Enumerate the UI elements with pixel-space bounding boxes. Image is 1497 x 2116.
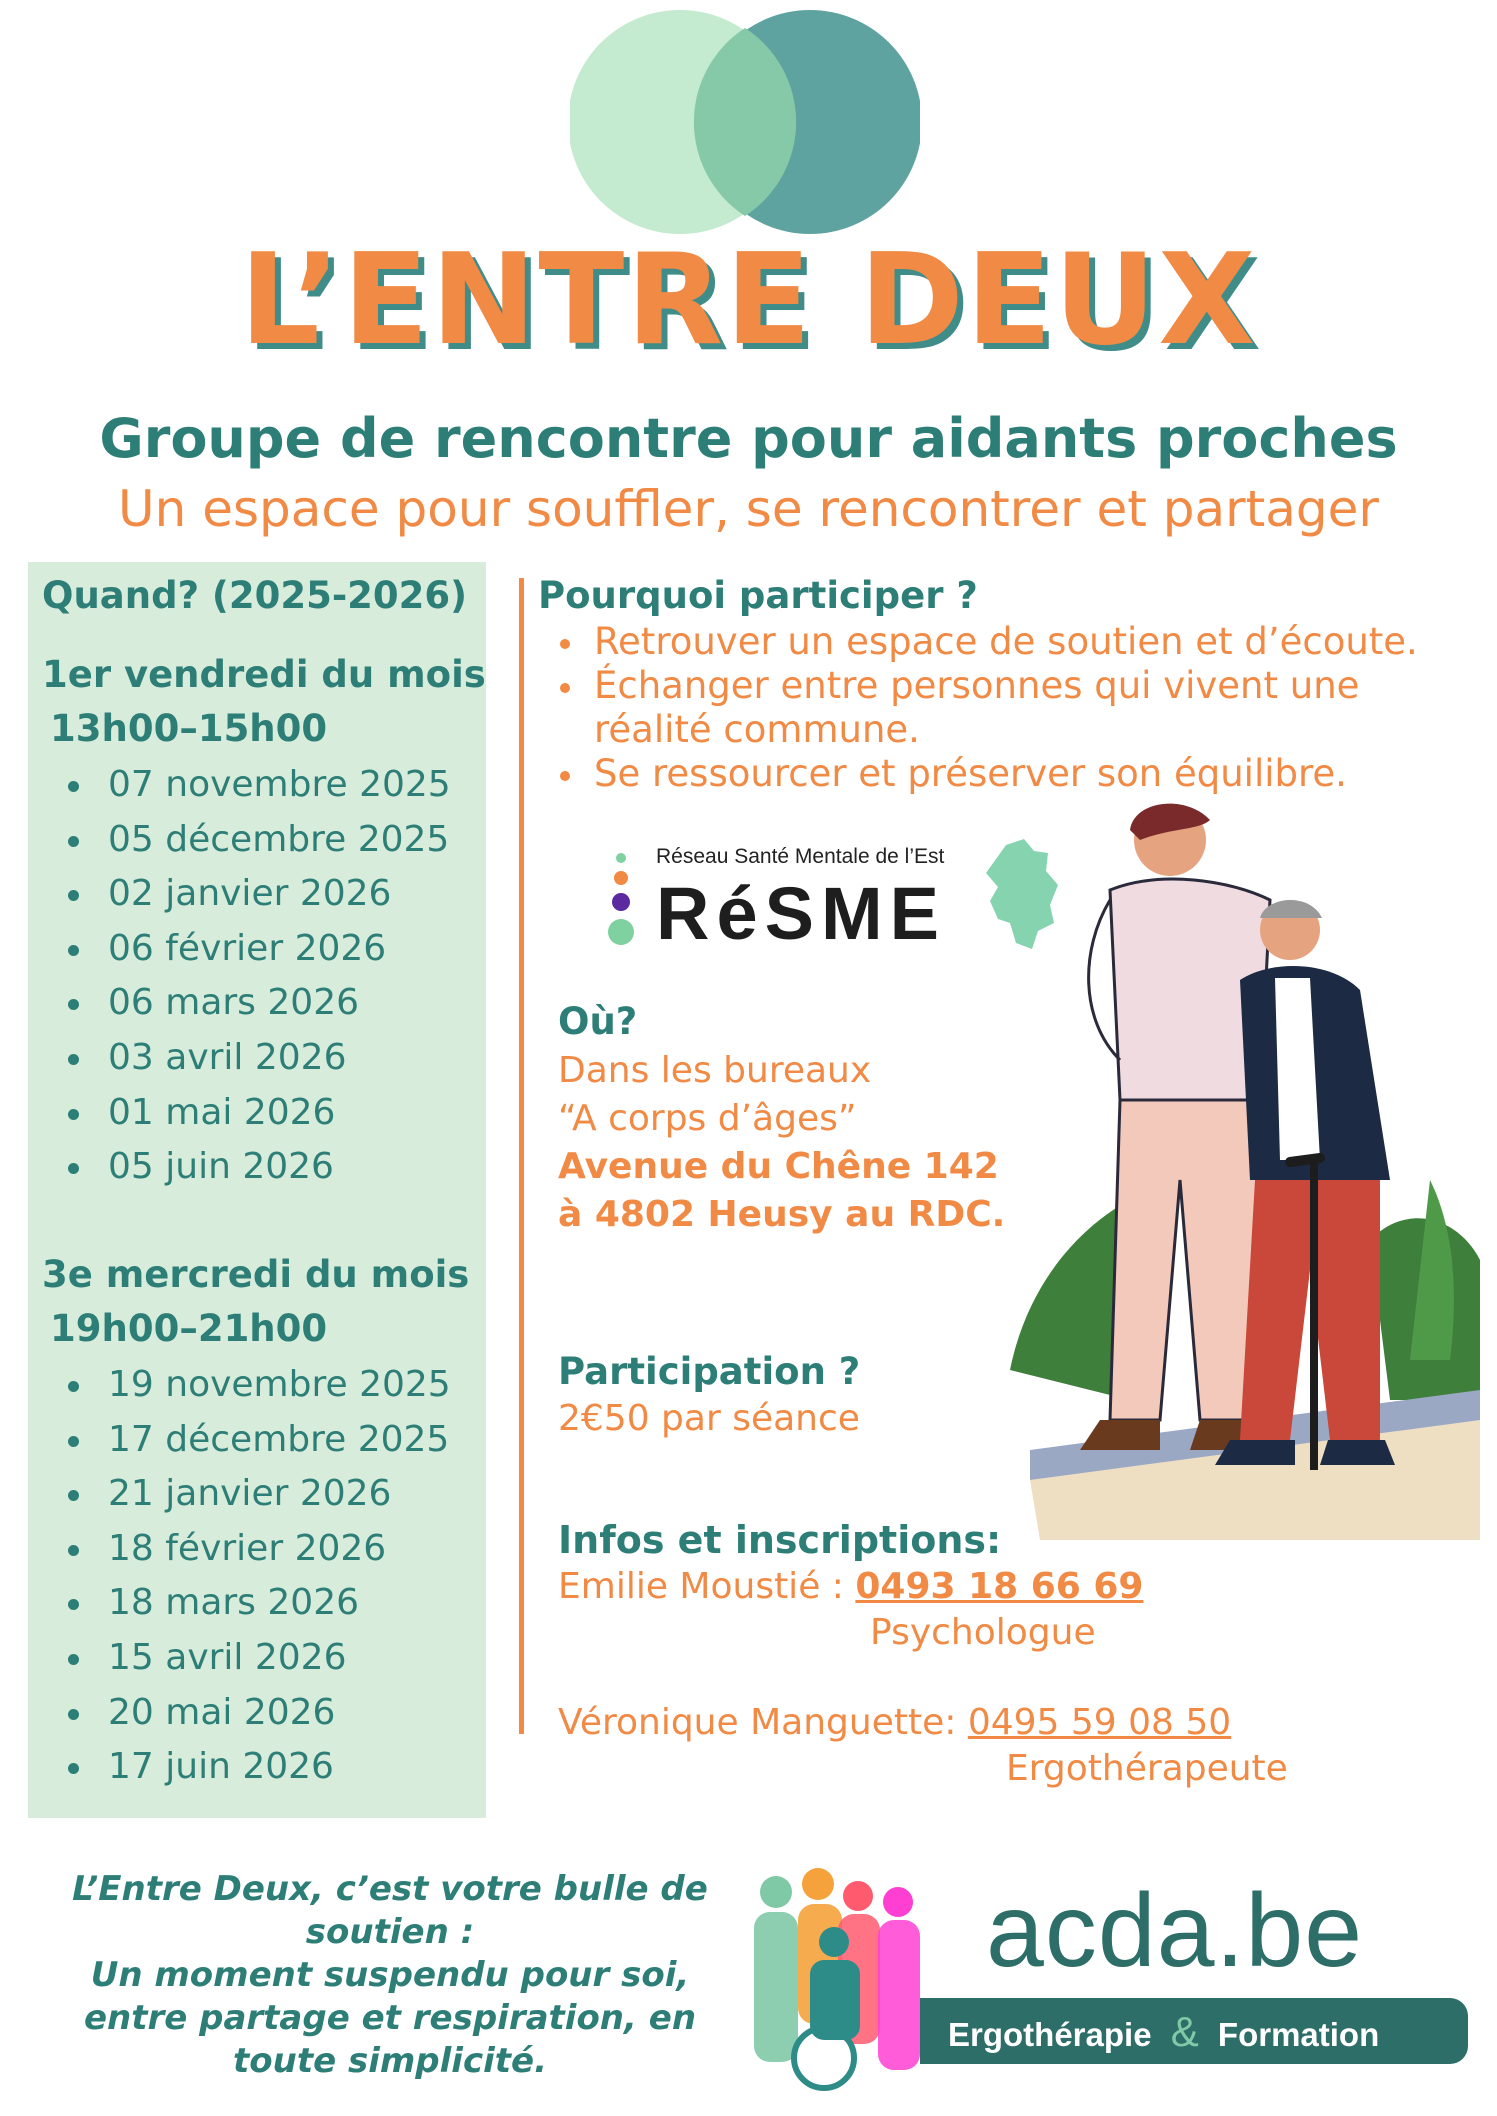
resme-subtitle: Réseau Santé Mentale de l’Est [656, 845, 945, 868]
date-item: 07 novembre 2025 [60, 758, 451, 813]
why-item: Échanger entre personnes qui vivent une réalité commune. [554, 664, 1424, 752]
footer-line: soutien : [305, 1912, 475, 1952]
contact-name: Véronique Manguette: [558, 1702, 968, 1743]
date-item: 15 avril 2026 [60, 1631, 451, 1686]
date-item: 18 février 2026 [60, 1522, 451, 1577]
footer-line: toute simplicité. [233, 2041, 547, 2081]
logo-circles [570, 4, 920, 240]
contact-role: Ergothérapeute [1006, 1748, 1288, 1789]
date-item: 17 juin 2026 [60, 1740, 451, 1795]
date-item: 18 mars 2026 [60, 1576, 451, 1631]
schedule-panel [28, 562, 486, 1818]
phone-link[interactable]: 0493 18 66 69 [855, 1566, 1144, 1607]
participation-price: 2€50 par séance [558, 1398, 860, 1439]
address-street: Avenue du Chêne 142 [558, 1146, 999, 1187]
caregiver-illustration [1010, 800, 1480, 1540]
resme-name: RéSME [656, 872, 946, 955]
logo-dot [614, 871, 628, 885]
footer-quote [40, 1868, 740, 2083]
vertical-divider [519, 578, 524, 1734]
footer-line: entre partage et respiration, en [83, 1998, 697, 2038]
contact-veronique [558, 1702, 1231, 1743]
contact-role: Psychologue [870, 1612, 1096, 1653]
wednesday-dates [60, 1358, 451, 1795]
date-item: 05 juin 2026 [60, 1140, 451, 1195]
date-item: 01 mai 2026 [60, 1086, 451, 1141]
date-item: 20 mai 2026 [60, 1686, 451, 1741]
date-item: 21 janvier 2026 [60, 1467, 451, 1522]
wednesday-time: 19h00–21h00 [50, 1307, 328, 1350]
date-item: 06 mars 2026 [60, 976, 451, 1031]
date-item: 02 janvier 2026 [60, 867, 451, 922]
acda-tag-right: Formation [1217, 2016, 1380, 2053]
wednesday-label: 3e mercredi du mois [42, 1253, 470, 1296]
where-line: “A corps d’âges” [558, 1098, 857, 1139]
why-item: Se ressourcer et préserver son équilibre. [554, 752, 1484, 796]
date-item: 03 avril 2026 [60, 1031, 451, 1086]
where-title: Où? [558, 1000, 638, 1043]
why-list [554, 620, 1484, 796]
logo-dot [616, 853, 626, 863]
friday-time: 13h00–15h00 [50, 707, 328, 750]
date-item: 19 novembre 2025 [60, 1358, 451, 1413]
acda-brand: acda.be [986, 1873, 1364, 1989]
footer-line: Un moment suspendu pour soi, [90, 1955, 690, 1995]
acda-tag-amp: & [1170, 2008, 1199, 2055]
phone-link[interactable]: 0495 59 08 50 [967, 1702, 1232, 1743]
footer-line: L’Entre Deux, c’est votre bulle de [72, 1869, 708, 1909]
why-title: Pourquoi participer ? [538, 574, 978, 617]
participation-title: Participation ? [558, 1350, 861, 1393]
where-line: Dans les bureaux [558, 1050, 872, 1091]
date-item: 17 décembre 2025 [60, 1413, 451, 1468]
infos-title: Infos et inscriptions: [558, 1518, 1002, 1562]
address-city: à 4802 Heusy au RDC. [558, 1194, 1006, 1235]
acda-people-logo [736, 1862, 936, 2092]
contact-emilie [558, 1566, 1143, 1607]
acda-tag-left: Ergothérapie [948, 2016, 1152, 2053]
friday-dates [60, 758, 451, 1195]
when-title: Quand? (2025-2026) [42, 574, 468, 617]
tagline: Un espace pour souffler, se rencontrer et partager [118, 480, 1379, 538]
date-item: 05 décembre 2025 [60, 813, 451, 868]
logo-dot [612, 893, 630, 911]
acda-tagline [948, 2008, 1379, 2056]
main-title: L’ENTRE DEUX [239, 226, 1258, 373]
why-item: Retrouver un espace de soutien et d’écoute. [554, 620, 1484, 664]
friday-label: 1er vendredi du mois [42, 653, 486, 696]
acda-tagline-band [920, 1998, 1468, 2064]
date-item: 06 février 2026 [60, 922, 451, 977]
subtitle: Groupe de rencontre pour aidants proches [99, 407, 1398, 470]
logo-dot [608, 919, 634, 945]
contact-name: Emilie Moustié : [558, 1566, 856, 1607]
